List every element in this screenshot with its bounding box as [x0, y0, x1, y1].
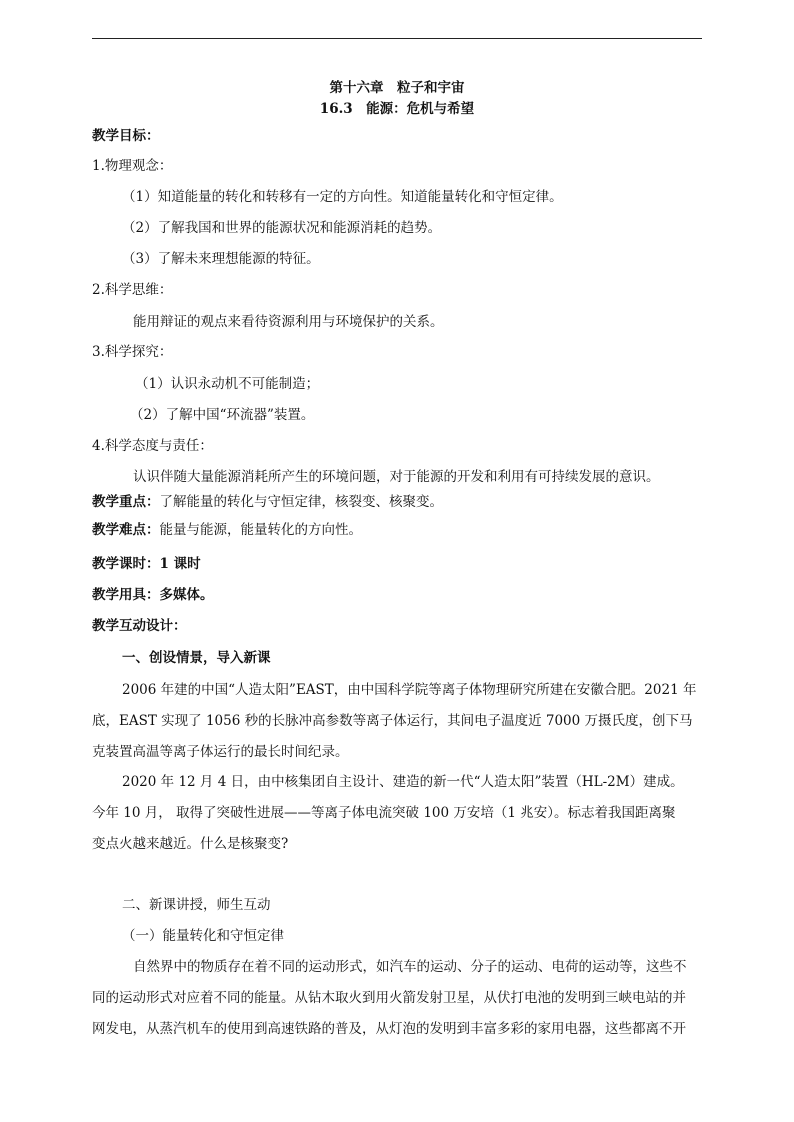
- difficulties: [92, 521, 362, 539]
- objective-4-text: 认识伴随大量能源消耗所产生的环境问题，对于能源的开发和利用有可持续发展的意识。: [133, 469, 660, 485]
- objective-1-point-3: （3）了解未来理想能源的特征。: [122, 251, 320, 267]
- objective-1-point-1: （1）知道能量的转化和转移有一定的方向性。知道能量转化和守恒定律。: [122, 189, 563, 205]
- section-title: 16.3 能源：危机与希望: [319, 101, 475, 117]
- part-2-heading: 二、新课讲授，师生互动: [122, 897, 271, 913]
- objective-4-title: 4.科学态度与责任：: [92, 438, 213, 454]
- part-2-subheading-1: （一）能量转化和守恒定律: [122, 928, 284, 944]
- objectives-heading: 教学目标：: [92, 128, 160, 144]
- chapter-title: 第十六章 粒子和宇宙: [329, 80, 465, 96]
- part-1-para-2-line-3: 变点火越来越近。什么是核聚变?: [92, 836, 289, 852]
- objective-2-title: 2.科学思维：: [92, 282, 173, 298]
- part-1-para-2-line-1: 2020 年 12 月 4 日，由中核集团自主设计、建造的新一代“人造太阳”装置（HL-2M）建成。: [122, 774, 684, 790]
- objective-3-point-2: （2）了解中国“环流器”装置。: [130, 407, 315, 423]
- objective-3-title: 3.科学探究：: [92, 344, 173, 360]
- part-1-para-1-line-3: 克装置高温等离子体运行的最长时间纪录。: [92, 744, 349, 760]
- teaching-tools: 教学用具：多媒体。: [92, 587, 214, 603]
- header-rule: [92, 38, 702, 39]
- interaction-design-heading: 教学互动设计：: [92, 618, 187, 634]
- difficulties-text: 能量与能源，能量转化的方向性。: [159, 522, 362, 538]
- part-2-para-line-1: 自然界中的物质存在着不同的运动形式，如汽车的运动、分子的运动、电荷的运动等，这些不: [133, 959, 687, 975]
- part-2-para-line-3: 网发电，从蒸汽机车的使用到高速铁路的普及，从灯泡的发明到丰富多彩的家用电器，这些都离不开: [92, 1021, 686, 1037]
- key-points: [92, 493, 443, 511]
- difficulties-label: 教学难点：: [92, 522, 160, 538]
- part-1-para-1-line-1: 2006 年建的中国“人造太阳”EAST，由中国科学院等离子体物理研究所建在安徽合肥。2021 年: [122, 682, 697, 698]
- part-1-para-1-line-2: 底，EAST 实现了 1056 秒的长脉冲高参数等离子体运行，其间电子温度近 7000 万摄氏度，创下马: [92, 713, 693, 729]
- objective-3-point-1: （1）认识永动机不可能制造；: [135, 376, 320, 392]
- objective-2-text: 能用辩证的观点来看待资源利用与环境保护的关系。: [133, 314, 444, 330]
- key-points-label: 教学重点：: [92, 494, 160, 510]
- key-points-text: 了解能量的转化与守恒定律，核裂变、核聚变。: [159, 494, 443, 510]
- objective-1-title: 1.物理观念：: [92, 158, 173, 174]
- part-1-para-2-line-2: 今年 10 月， 取得了突破性进展——等离子体电流突破 100 万安培（1 兆安）。标志着我国距离聚: [92, 805, 676, 821]
- teaching-hours: 教学课时：1 课时: [92, 556, 201, 572]
- part-2-para-line-2: 同的运动形式对应着不同的能量。从钻木取火到用火箭发射卫星，从伏打电池的发明到三峡电站的并: [92, 990, 686, 1006]
- objective-1-point-2: （2）了解我国和世界的能源状况和能源消耗的趋势。: [122, 220, 442, 236]
- part-1-heading: 一、创设情景，导入新课: [122, 650, 271, 666]
